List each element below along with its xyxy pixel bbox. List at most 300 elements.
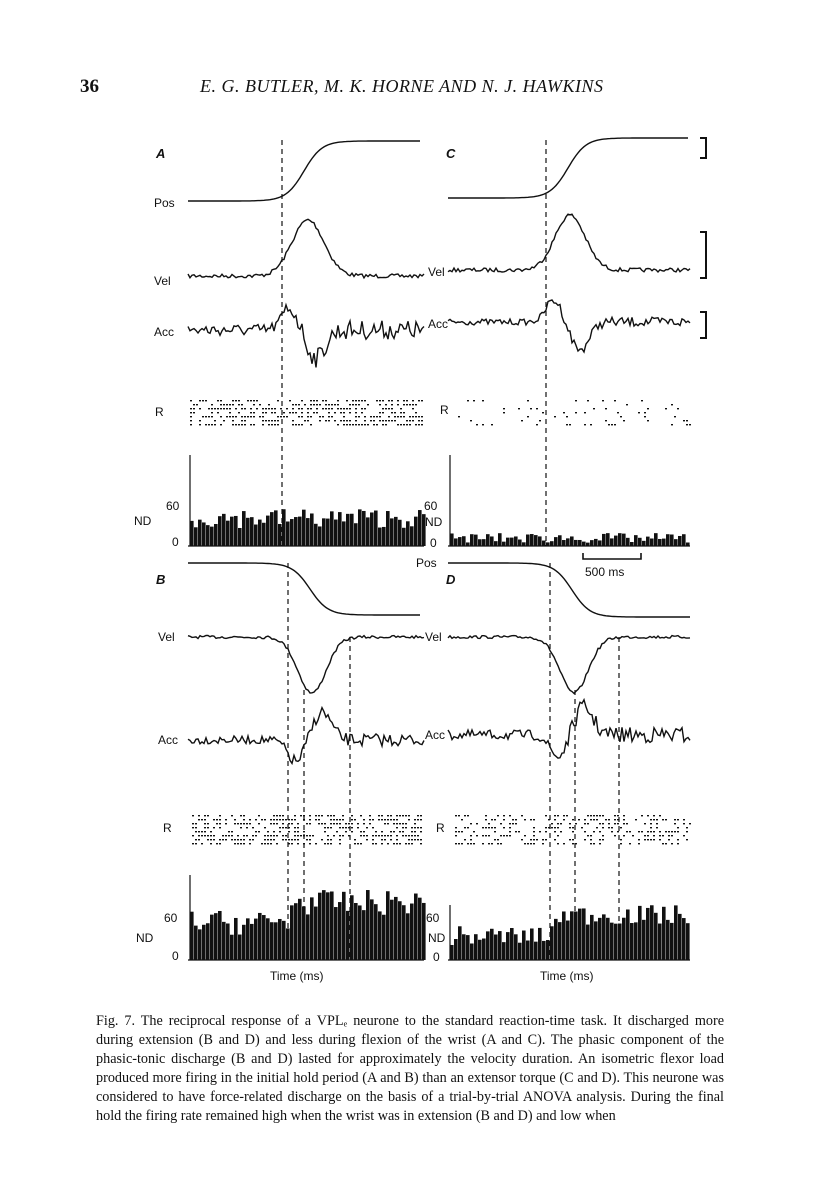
raster-tick-b xyxy=(339,835,341,836)
raster-tick-d xyxy=(593,819,595,820)
histogram-bar-d xyxy=(538,928,542,960)
histogram-bar-a xyxy=(358,509,362,546)
raster-tick-d xyxy=(650,827,652,828)
histogram-bar-c xyxy=(482,539,486,546)
histogram-bar-b xyxy=(218,911,222,960)
histogram-bar-d xyxy=(458,926,462,960)
raster-tick-d xyxy=(599,823,601,824)
raster-tick-b xyxy=(420,827,422,828)
raster-tick-d xyxy=(677,843,679,844)
raster-tick-a xyxy=(271,412,273,413)
raster-tick-d xyxy=(527,843,529,844)
raster-tick-d xyxy=(533,827,535,828)
raster-tick-b xyxy=(384,823,386,824)
raster-tick-a xyxy=(319,420,321,421)
traces xyxy=(188,138,706,960)
raster-tick-b xyxy=(225,823,227,824)
raster-tick-b xyxy=(420,831,422,832)
label-acc-d: Acc xyxy=(425,728,446,742)
raster-tick-d xyxy=(530,843,532,844)
raster-tick-c xyxy=(671,424,673,425)
raster-tick-a xyxy=(403,416,405,417)
raster-tick-b xyxy=(360,835,362,836)
raster-tick-b xyxy=(315,843,317,844)
raster-tick-b xyxy=(273,823,275,824)
raster-tick-c xyxy=(473,400,475,401)
raster-tick-b xyxy=(276,835,278,836)
raster-tick-c xyxy=(554,416,556,417)
raster-tick-b xyxy=(261,819,263,820)
raster-tick-a xyxy=(226,416,228,417)
raster-tick-b xyxy=(354,819,356,820)
raster-tick-a xyxy=(343,412,345,413)
raster-tick-a xyxy=(307,416,309,417)
raster-tick-b xyxy=(408,815,410,816)
raster-tick-b xyxy=(321,815,323,816)
histogram-bar-d xyxy=(454,939,458,960)
raster-tick-b xyxy=(297,827,299,828)
raster-tick-d xyxy=(647,839,649,840)
histogram-bar-a xyxy=(338,512,342,546)
raster-tick-a xyxy=(301,408,303,409)
raster-tick-c xyxy=(587,400,589,401)
raster-tick-a xyxy=(343,416,345,417)
raster-tick-a xyxy=(247,400,249,401)
raster-tick-d xyxy=(485,819,487,820)
raster-tick-b xyxy=(360,831,362,832)
raster-tick-a xyxy=(352,404,354,405)
label-r-b: R xyxy=(163,821,172,835)
histogram-bar-c xyxy=(650,539,654,546)
raster-tick-d xyxy=(590,819,592,820)
raster-tick-a xyxy=(364,416,366,417)
raster-tick-c xyxy=(458,416,460,417)
velocity-trace-d xyxy=(448,636,690,694)
raster-tick-d xyxy=(524,843,526,844)
histogram-bar-b xyxy=(298,899,302,960)
histogram-bar-b xyxy=(290,905,294,960)
raster-tick-b xyxy=(384,835,386,836)
raster-tick-d xyxy=(614,819,616,820)
histogram-bar-c xyxy=(470,534,474,546)
raster-tick-a xyxy=(400,424,402,425)
histogram-bar-d xyxy=(670,923,674,960)
histogram-bar-d xyxy=(526,941,530,960)
histogram-bar-a xyxy=(234,516,238,546)
raster-tick-b xyxy=(264,843,266,844)
raster-tick-d xyxy=(476,823,478,824)
raster-tick-c xyxy=(503,408,505,409)
raster-tick-b xyxy=(210,831,212,832)
raster-tick-a xyxy=(190,408,192,409)
raster-tick-d xyxy=(668,831,670,832)
raster-tick-d xyxy=(557,843,559,844)
raster-tick-b xyxy=(267,843,269,844)
raster-tick-d xyxy=(554,827,556,828)
raster-tick-d xyxy=(509,831,511,832)
raster-tick-a xyxy=(337,404,339,405)
raster-tick-a xyxy=(382,412,384,413)
raster-tick-b xyxy=(219,819,221,820)
raster-tick-b xyxy=(213,839,215,840)
raster-tick-d xyxy=(491,819,493,820)
raster-tick-b xyxy=(219,823,221,824)
scale-bracket xyxy=(700,312,706,338)
raster-tick-a xyxy=(277,400,279,401)
raster-tick-a xyxy=(238,404,240,405)
raster-tick-d xyxy=(455,831,457,832)
raster-tick-d xyxy=(509,827,511,828)
raster-tick-a xyxy=(310,424,312,425)
raster-tick-a xyxy=(385,424,387,425)
histogram-bar-a xyxy=(198,520,202,546)
raster-tick-a xyxy=(259,416,261,417)
raster-tick-d xyxy=(674,823,676,824)
raster-tick-a xyxy=(406,420,408,421)
caption-line: hold the firing rate remained high when the wrist was in extension (B and D) and low when xyxy=(96,1108,616,1124)
raster-tick-a xyxy=(412,420,414,421)
histogram-bar-a xyxy=(286,521,290,546)
raster-tick-b xyxy=(414,823,416,824)
raster-tick-a xyxy=(223,420,225,421)
label-vel-b: Vel xyxy=(158,630,175,644)
raster-tick-d xyxy=(635,819,637,820)
raster-tick-b xyxy=(312,835,314,836)
histogram-bar-b xyxy=(378,911,382,960)
raster-tick-d xyxy=(533,843,535,844)
raster-tick-a xyxy=(370,420,372,421)
histogram-bar-c xyxy=(498,533,502,546)
raster-tick-a xyxy=(412,400,414,401)
raster-tick-a xyxy=(355,408,357,409)
label-nd-d: ND xyxy=(428,931,446,945)
histogram-bar-a xyxy=(322,518,326,546)
histogram-bar-d xyxy=(686,923,690,960)
raster-tick-b xyxy=(216,843,218,844)
raster-tick-b xyxy=(327,835,329,836)
histogram-bar-a xyxy=(370,512,374,546)
raster-tick-b xyxy=(396,815,398,816)
histogram-bar-a xyxy=(250,517,254,546)
raster-tick-a xyxy=(190,400,192,401)
raster-tick-a xyxy=(385,420,387,421)
histogram-bar-c xyxy=(510,538,514,546)
raster-tick-d xyxy=(653,819,655,820)
raster-tick-a xyxy=(376,400,378,401)
raster-tick-a xyxy=(229,416,231,417)
raster-tick-d xyxy=(593,831,595,832)
raster-tick-b xyxy=(420,819,422,820)
raster-tick-b xyxy=(228,835,230,836)
raster-tick-b xyxy=(210,843,212,844)
raster-tick-a xyxy=(220,408,222,409)
raster-tick-b xyxy=(219,843,221,844)
raster-tick-d xyxy=(602,827,604,828)
raster-tick-b xyxy=(390,819,392,820)
raster-tick-d xyxy=(578,819,580,820)
raster-tick-d xyxy=(653,831,655,832)
raster-tick-a xyxy=(241,420,243,421)
histogram-bar-b xyxy=(366,890,370,960)
raster-tick-a xyxy=(316,412,318,413)
histogram-bar-a xyxy=(202,522,206,546)
raster-tick-b xyxy=(294,835,296,836)
raster-tick-b xyxy=(411,843,413,844)
raster-tick-a xyxy=(412,408,414,409)
acceleration-trace-b xyxy=(188,708,424,764)
raster-tick-a xyxy=(229,408,231,409)
raster-tick-a xyxy=(268,424,270,425)
raster-tick-d xyxy=(539,831,541,832)
raster-tick-b xyxy=(249,819,251,820)
raster-tick-d xyxy=(644,839,646,840)
histogram-bar-d xyxy=(638,906,642,960)
histogram-bar-c xyxy=(458,537,462,546)
raster-tick-b xyxy=(288,839,290,840)
raster-tick-b xyxy=(240,827,242,828)
raster-tick-a xyxy=(205,424,207,425)
histogram-bar-a xyxy=(314,524,318,546)
raster-tick-b xyxy=(237,823,239,824)
raster-tick-c xyxy=(518,408,520,409)
histogram-bar-d xyxy=(642,920,646,960)
raster-tick-d xyxy=(461,831,463,832)
histogram-bar-a xyxy=(362,511,366,546)
histogram-bar-b xyxy=(294,903,298,960)
raster-tick-b xyxy=(198,839,200,840)
histogram-bar-c xyxy=(486,534,490,546)
raster-tick-d xyxy=(674,819,676,820)
raster-tick-b xyxy=(336,831,338,832)
raster-tick-a xyxy=(337,400,339,401)
raster-tick-b xyxy=(375,843,377,844)
raster-tick-b xyxy=(324,827,326,828)
raster-tick-b xyxy=(330,843,332,844)
raster-tick-d xyxy=(530,819,532,820)
label-pos-d: Pos xyxy=(416,556,437,570)
raster-tick-b xyxy=(315,815,317,816)
raster-tick-a xyxy=(322,408,324,409)
raster-tick-a xyxy=(238,400,240,401)
x-axis-label-d: Time (ms) xyxy=(540,969,594,983)
raster-tick-a xyxy=(382,408,384,409)
raster-tick-d xyxy=(473,843,475,844)
raster-tick-d xyxy=(620,843,622,844)
raster-tick-b xyxy=(276,815,278,816)
raster-tick-d xyxy=(533,839,535,840)
raster-tick-c xyxy=(686,420,688,421)
raster-tick-a xyxy=(400,412,402,413)
raster-tick-b xyxy=(396,823,398,824)
raster-tick-d xyxy=(509,835,511,836)
raster-tick-a xyxy=(313,412,315,413)
histogram-bar-c xyxy=(474,535,478,546)
raster-tick-d xyxy=(602,835,604,836)
raster-tick-a xyxy=(388,400,390,401)
raster-tick-a xyxy=(343,408,345,409)
panel-label-c: C xyxy=(446,146,456,161)
raster-tick-a xyxy=(307,420,309,421)
raster-tick-a xyxy=(409,404,411,405)
raster-tick-d xyxy=(509,815,511,816)
raster-tick-b xyxy=(294,839,296,840)
raster-tick-b xyxy=(207,823,209,824)
raster-tick-b xyxy=(210,835,212,836)
raster-tick-b xyxy=(237,839,239,840)
raster-tick-b xyxy=(396,827,398,828)
histogram-bar-a xyxy=(418,510,422,546)
raster-tick-d xyxy=(560,831,562,832)
raster-tick-b xyxy=(198,815,200,816)
histogram-bar-c xyxy=(454,538,458,546)
raster-tick-a xyxy=(406,404,408,405)
histogram-bar-c xyxy=(614,536,618,546)
raster-tick-b xyxy=(333,835,335,836)
histogram-bar-b xyxy=(390,900,394,960)
raster-tick-c xyxy=(575,412,577,413)
raster-tick-b xyxy=(267,839,269,840)
raster-tick-d xyxy=(524,819,526,820)
raster-tick-b xyxy=(411,839,413,840)
raster-tick-a xyxy=(244,424,246,425)
raster-tick-b xyxy=(195,843,197,844)
raster-tick-b xyxy=(354,839,356,840)
scale-bar xyxy=(583,553,641,559)
histogram-bar-d xyxy=(622,918,626,960)
raster-tick-d xyxy=(641,815,643,816)
histogram-bar-d xyxy=(474,934,478,960)
raster-tick-b xyxy=(207,827,209,828)
raster-tick-d xyxy=(569,839,571,840)
acceleration-trace-d xyxy=(448,700,690,758)
raster-tick-d xyxy=(614,815,616,816)
raster-tick-b xyxy=(378,819,380,820)
raster-tick-a xyxy=(295,424,297,425)
raster-tick-c xyxy=(683,420,685,421)
raster-tick-a xyxy=(328,420,330,421)
raster-tick-d xyxy=(659,815,661,816)
histogram-bar-b xyxy=(394,897,398,960)
raster-tick-b xyxy=(402,827,404,828)
raster-tick-d xyxy=(491,843,493,844)
raster-tick-b xyxy=(282,815,284,816)
raster-tick-a xyxy=(340,420,342,421)
raster-tick-b xyxy=(246,835,248,836)
raster-tick-a xyxy=(418,400,420,401)
histogram-bar-d xyxy=(626,909,630,960)
raster-tick-a xyxy=(217,412,219,413)
raster-tick-c xyxy=(503,412,505,413)
raster-tick-d xyxy=(626,823,628,824)
raster-tick-d xyxy=(656,827,658,828)
raster-tick-a xyxy=(400,408,402,409)
raster-tick-b xyxy=(408,835,410,836)
histogram-bar-d xyxy=(654,913,658,960)
histogram-bar-b xyxy=(238,935,242,960)
raster-tick-b xyxy=(381,843,383,844)
raster-tick-b xyxy=(216,823,218,824)
raster-tick-a xyxy=(358,416,360,417)
raster-tick-a xyxy=(328,408,330,409)
raster-tick-d xyxy=(512,819,514,820)
raster-tick-b xyxy=(279,831,281,832)
raster-tick-b xyxy=(339,839,341,840)
caption-line: period (A and B) than an extensor torque (C and D). This neurone was considered to have xyxy=(96,1070,724,1105)
histogram-bar-c xyxy=(582,542,586,546)
raster-tick-d xyxy=(644,835,646,836)
raster-tick-a xyxy=(352,424,354,425)
raster-tick-d xyxy=(476,835,478,836)
raster-tick-b xyxy=(234,819,236,820)
raster-tick-a xyxy=(298,424,300,425)
raster-tick-b xyxy=(357,843,359,844)
histogram-bar-d xyxy=(486,931,490,960)
raster-tick-b xyxy=(294,815,296,816)
raster-tick-b xyxy=(372,839,374,840)
histogram-bar-a xyxy=(374,511,378,546)
raster-tick-a xyxy=(292,408,294,409)
raster-tick-a xyxy=(394,412,396,413)
raster-tick-b xyxy=(390,815,392,816)
raster-tick-c xyxy=(467,400,469,401)
raster-tick-a xyxy=(310,416,312,417)
raster-tick-c xyxy=(521,420,523,421)
histogram-bar-b xyxy=(270,922,274,960)
histogram-bar-b xyxy=(278,919,282,960)
raster-tick-b xyxy=(402,831,404,832)
raster-tick-c xyxy=(671,404,673,405)
raster-tick-b xyxy=(327,815,329,816)
raster-tick-d xyxy=(494,819,496,820)
raster-tick-d xyxy=(500,843,502,844)
raster-tick-a xyxy=(331,408,333,409)
raster-tick-a xyxy=(247,416,249,417)
raster-tick-a xyxy=(310,404,312,405)
raster-tick-d xyxy=(599,843,601,844)
raster-tick-d xyxy=(623,819,625,820)
raster-tick-a xyxy=(199,408,201,409)
raster-tick-a xyxy=(316,400,318,401)
raster-tick-a xyxy=(304,404,306,405)
raster-tick-d xyxy=(620,827,622,828)
raster-tick-d xyxy=(500,835,502,836)
raster-tick-a xyxy=(268,408,270,409)
acceleration-trace-a xyxy=(188,305,424,368)
caption-line: the velocity duration. An isometric flexor load produced more firing in the initial hold xyxy=(96,1051,724,1086)
raster-tick-b xyxy=(306,839,308,840)
raster-tick-c xyxy=(689,424,691,425)
raster-tick-b xyxy=(372,835,374,836)
raster-tick-d xyxy=(650,831,652,832)
histogram-bar-b xyxy=(246,918,250,960)
raster-tick-d xyxy=(464,839,466,840)
raster-tick-d xyxy=(470,835,472,836)
acceleration-trace-c xyxy=(448,300,690,352)
raster-tick-a xyxy=(301,416,303,417)
raster-tick-a xyxy=(337,408,339,409)
histogram-bar-c xyxy=(494,541,498,546)
histogram-bar-d xyxy=(506,932,510,960)
histogram-bar-c xyxy=(506,538,510,546)
histogram-bar-d xyxy=(470,943,474,960)
raster-tick-d xyxy=(554,815,556,816)
histogram-bar-c xyxy=(518,540,522,546)
raster-tick-a xyxy=(262,408,264,409)
raster-tick-d xyxy=(533,835,535,836)
raster-tick-a xyxy=(301,424,303,425)
raster-tick-b xyxy=(417,839,419,840)
raster-tick-a xyxy=(334,420,336,421)
